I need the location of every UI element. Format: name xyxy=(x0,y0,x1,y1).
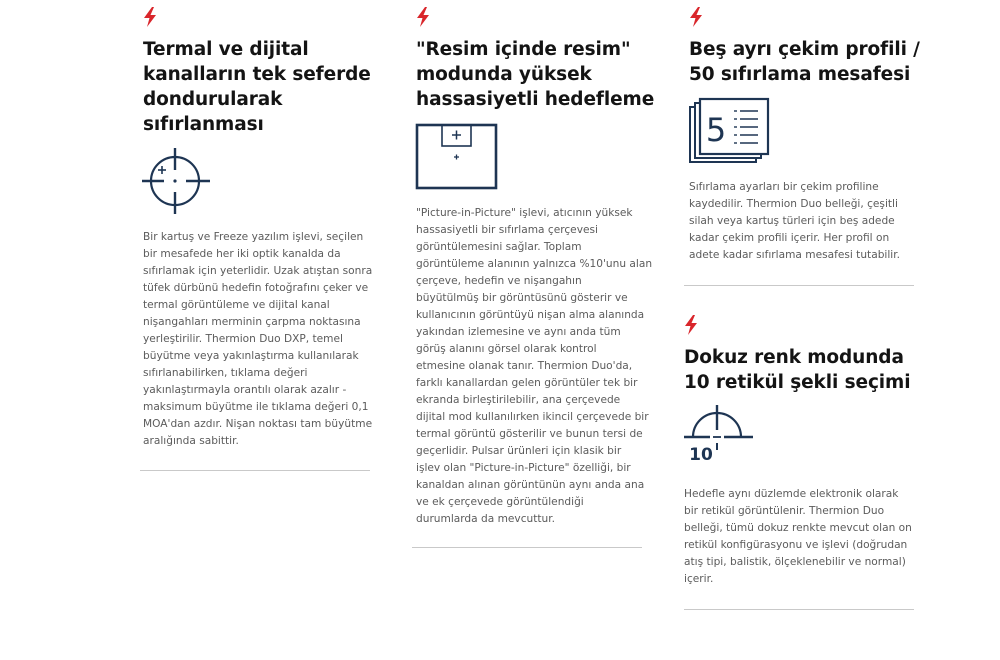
feature-title: Dokuz renk modunda 10 retikül şekli seçimi xyxy=(684,347,911,393)
divider xyxy=(140,470,370,471)
reticle-ten-icon xyxy=(683,404,755,474)
profiles-five-icon xyxy=(688,97,772,165)
reticle-count: 10 xyxy=(689,445,713,465)
bolt-icon xyxy=(416,7,430,27)
divider xyxy=(412,547,642,548)
divider xyxy=(684,609,914,610)
divider xyxy=(684,285,914,286)
feature-title: "Resim içinde resim" modunda yüksek hassasiyetli hedefleme xyxy=(416,39,655,110)
feature-title: Termal ve dijital kanalların tek seferde dondurularak sıfırlanması xyxy=(143,39,371,135)
bolt-icon xyxy=(684,315,698,335)
feature-description: Sıfırlama ayarları bir çekim profiline kaydedilir. Thermion Duo belleği, çeşitli silah veya kartuş türleri için beş adede kadar çekim profili içerir. Her profil on adete kadar sıfırlama mesafesi tutabilir. xyxy=(689,181,901,261)
bolt-icon xyxy=(689,7,703,27)
feature-description: Hedefle aynı düzlemde elektronik olarak bir retikül görüntülenir. Thermion Duo belleği, tümü dokuz renkte mevcut olan on retikül konfigürasyonu ve işlevi (doğrudan atış tipi, balistik, ölçeklenebilir ve normal) içerir. xyxy=(684,488,912,585)
feature-title: Beş ayrı çekim profili / 50 sıfırlama mesafesi xyxy=(689,39,920,85)
feature-description: "Picture-in-Picture" işlevi, atıcının yüksek hassasiyetli bir sıfırlama çerçevesi görüntülemesini sağlar. Toplam görüntüleme alanının yalnızca %10'unu alan çerçeve, hedefin ve nişangahın büyütülmüş bir görüntüsünü gösterir ve kullanıcının görüntüyü nişan alma alanında yakından izlemesine ve aynı anda tüm görüş alanını görsel olarak kontrol etmesine olanak tanır. Thermion Duo'da, farklı kanallardan gelen görüntüler tek bir ekranda birleştirilebilir, ana çerçevede dijital mod kullanılırken ikincil çerçevede bir termal görüntü gösterilir ve bunun tersi de geçerlidir. Pulsar ürünleri için klasik bir işlev olan "Picture-in-Picture" özelliği, bir kanaldan alınan görüntünün aynı anda ana ve ek çerçevede görüntülendiği durumlarda da mevcuttur. xyxy=(416,207,653,525)
feature-description: Bir kartuş ve Freeze yazılım işlevi, seçilen bir mesafede her iki optik kanalda da sıfırlamak için yeterlidir. Uzak atıştan sonra tüfek dürbünü hedefin fotoğrafını çeker ve termal görüntüleme ve dijital kanal nişangahları merminin çarpma noktasına yerleştirilir. Thermion Duo DXP, temel büyütme veya yakınlaştırma kullanılarak sıfırlanabilirken, tıklama değeri yakınlaştırmayla orantılı olarak azalır - maksimum büyütme ile tıklama değeri 0,1 MOA'dan azdır. Nişan noktası tam büyütme aralığında sabittir. xyxy=(143,231,373,447)
bolt-icon xyxy=(143,7,157,27)
picture-in-picture-icon xyxy=(415,123,499,191)
crosshair-plus-icon xyxy=(142,146,212,216)
profile-count: 5 xyxy=(705,111,727,149)
